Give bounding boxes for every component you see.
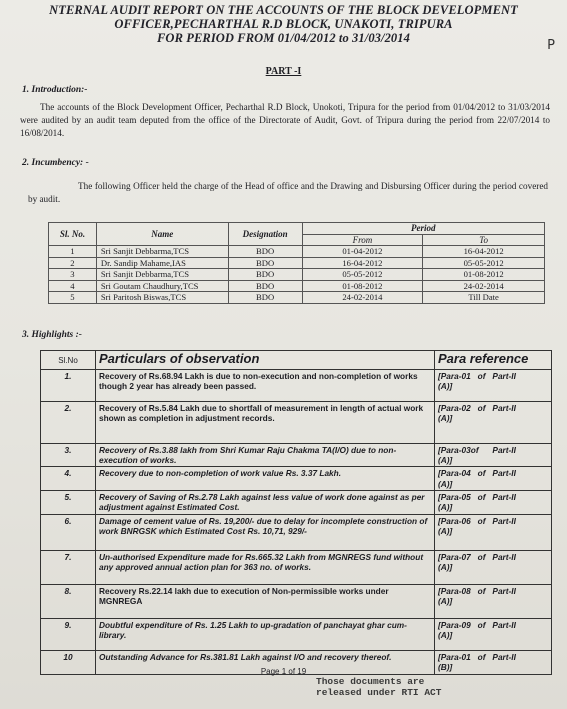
rti-stamp: [316, 676, 441, 698]
cell-sl: 2: [49, 257, 97, 269]
cell-particulars: Damage of cement value of Rs. 19,200/- due to delay for incomplete construction of work BNRGSK which Estimated Cost Rs. 10,71, 929/-: [96, 514, 435, 550]
table-row: [49, 246, 545, 258]
cell-sl: 9.: [41, 618, 96, 650]
cell-sl: 1.: [41, 370, 96, 402]
rti-stamp-line-2: released under RTI ACT: [316, 687, 442, 698]
cell-from: 01-04-2012: [302, 246, 423, 258]
cell-sl: 2.: [41, 402, 96, 444]
rti-stamp-line-1: Those documents are: [316, 676, 425, 687]
cell-to: 01-08-2012: [423, 269, 545, 281]
cell-designation: BDO: [228, 269, 302, 281]
table-row: [41, 402, 552, 444]
cell-particulars: Recovery of Rs.3.88 lakh from Shri Kumar Raju Chakma TA(I/O) due to non-execution of works.: [96, 444, 435, 467]
cell-name: Sri Goutam Chaudhury,TCS: [96, 280, 228, 292]
cell-para-reference: [Para-06 of Part-II (A)]: [435, 514, 552, 550]
table-row: [41, 550, 552, 584]
table-row: [41, 370, 552, 402]
cell-sl: 3.: [41, 444, 96, 467]
cell-para-reference: [Para-01 of Part-II (B)]: [435, 650, 552, 674]
cell-particulars: Doubtful expenditure of Rs. 1.25 Lakh to up-gradation of panchayat ghar cum-library.: [96, 618, 435, 650]
cell-designation: BDO: [228, 280, 302, 292]
cell-to: 24-02-2014: [423, 280, 545, 292]
cell-name: Sri Sanjit Debbarma,TCS: [96, 269, 228, 281]
incumbency-text: The following Officer held the charge of the Head of office and the Drawing and Disbursing Officer during the period covered by audit.: [28, 181, 548, 204]
table-row: [49, 280, 545, 292]
cell-from: 01-08-2012: [302, 280, 423, 292]
cell-from: 16-04-2012: [302, 257, 423, 269]
cell-to: Till Date: [423, 292, 545, 304]
cell-sl: 1: [49, 246, 97, 258]
cell-para-reference: [Para-08 of Part-II (A)]: [435, 584, 552, 618]
introduction-heading: 1. Introduction:-: [22, 85, 88, 95]
col-from: From: [302, 234, 423, 246]
table-row: [41, 467, 552, 490]
report-title-line-3: FOR PERIOD FROM 01/04/2012 to 31/03/2014: [157, 31, 410, 45]
cell-para-reference: [Para-05 of Part-II (A)]: [435, 490, 552, 514]
col-name: Name: [96, 223, 228, 246]
part-heading: PART -I: [265, 66, 302, 77]
cell-from: 24-02-2014: [302, 292, 423, 304]
cell-particulars: Un-authorised Expenditure made for Rs.665.32 Lakh from MGNREGS fund without any approved annual action plan for 363 no. of works.: [96, 550, 435, 584]
page-number: Page 1 of 19: [260, 667, 307, 676]
incumbency-table: [48, 222, 545, 304]
col-period: Period: [302, 223, 544, 235]
cell-name: Sri Sanjit Debbarma,TCS: [96, 246, 228, 258]
cell-from: 05-05-2012: [302, 269, 423, 281]
table-row: [41, 490, 552, 514]
cell-sl: 5.: [41, 490, 96, 514]
col-particulars: Particulars of observation: [96, 351, 435, 370]
cell-to: 05-05-2012: [423, 257, 545, 269]
table-row: [49, 269, 545, 281]
cell-sl: 4.: [41, 467, 96, 490]
cell-sl: 10: [41, 650, 96, 674]
introduction-text: The accounts of the Block Development Officer, Pecharthal R.D Block, Unokoti, Tripura for the period from 01/04/2012 to 31/03/2014 were audited by an audit team deputed from the office of the Directorate of Audit, Govt. of Tripura during the period from 22/07/2014 to 16/08/2014.: [20, 102, 550, 138]
cell-sl: 4: [49, 280, 97, 292]
col-para-reference: Para reference: [435, 351, 552, 370]
report-title-line-1: NTERNAL AUDIT REPORT ON THE ACCOUNTS OF THE BLOCK DEVELOPMENT: [49, 3, 518, 17]
cell-designation: BDO: [228, 292, 302, 304]
cell-para-reference: [Para-07 of Part-II (A)]: [435, 550, 552, 584]
cell-particulars: Recovery of Rs.68.94 Lakh is due to non-execution and non-completion of works though 2 year has already been passed.: [96, 370, 435, 402]
cell-designation: BDO: [228, 257, 302, 269]
table-row: [41, 444, 552, 467]
cell-sl: 3: [49, 269, 97, 281]
incumbency-heading: 2. Incumbency: -: [22, 158, 89, 168]
cell-para-reference: [Para-09 of Part-II (A)]: [435, 618, 552, 650]
cell-to: 16-04-2012: [423, 246, 545, 258]
cell-sl: 5: [49, 292, 97, 304]
incumbency-header-row: [49, 223, 545, 235]
cell-name: Dr. Sandip Mahame,IAS: [96, 257, 228, 269]
handwritten-mark: P: [547, 38, 555, 53]
cell-particulars: Recovery Rs.22.14 lakh due to execution of Non-permissible works under MGNREGA: [96, 584, 435, 618]
col-to: To: [423, 234, 545, 246]
cell-para-reference: [Para-03of Part-II (A)]: [435, 444, 552, 467]
table-row: [49, 292, 545, 304]
cell-particulars: Recovery of Rs.5.84 Lakh due to shortfall of measurement in length of actual work shown as completion in adjustment records.: [96, 402, 435, 444]
highlights-heading: 3. Highlights :-: [22, 330, 82, 340]
col-designation: Designation: [228, 223, 302, 246]
cell-sl: 8.: [41, 584, 96, 618]
table-row: [49, 257, 545, 269]
highlights-header-row: [41, 351, 552, 370]
cell-designation: BDO: [228, 246, 302, 258]
col-sl: Sl.No: [41, 351, 96, 370]
cell-sl: 7.: [41, 550, 96, 584]
col-sl: Sl. No.: [49, 223, 97, 246]
cell-sl: 6.: [41, 514, 96, 550]
table-row: [41, 514, 552, 550]
cell-particulars: Outstanding Advance for Rs.381.81 Lakh against I/O and recovery thereof.: [96, 650, 435, 674]
cell-name: Sri Paritosh Biswas,TCS: [96, 292, 228, 304]
table-row: [41, 584, 552, 618]
highlights-table: [40, 350, 552, 675]
cell-particulars: Recovery of Saving of Rs.2.78 Lakh against less value of work done against as per adjustment against Estimated Cost.: [96, 490, 435, 514]
cell-particulars: Recovery due to non-completion of work value Rs. 3.37 Lakh.: [96, 467, 435, 490]
cell-para-reference: [Para-04 of Part-II (A)]: [435, 467, 552, 490]
cell-para-reference: [Para-02 of Part-II (A)]: [435, 402, 552, 444]
report-title-line-2: OFFICER,PECHARTHAL R.D BLOCK, UNAKOTI, TRIPURA: [114, 17, 453, 31]
table-row: [41, 618, 552, 650]
cell-para-reference: [Para-01 of Part-II (A)]: [435, 370, 552, 402]
